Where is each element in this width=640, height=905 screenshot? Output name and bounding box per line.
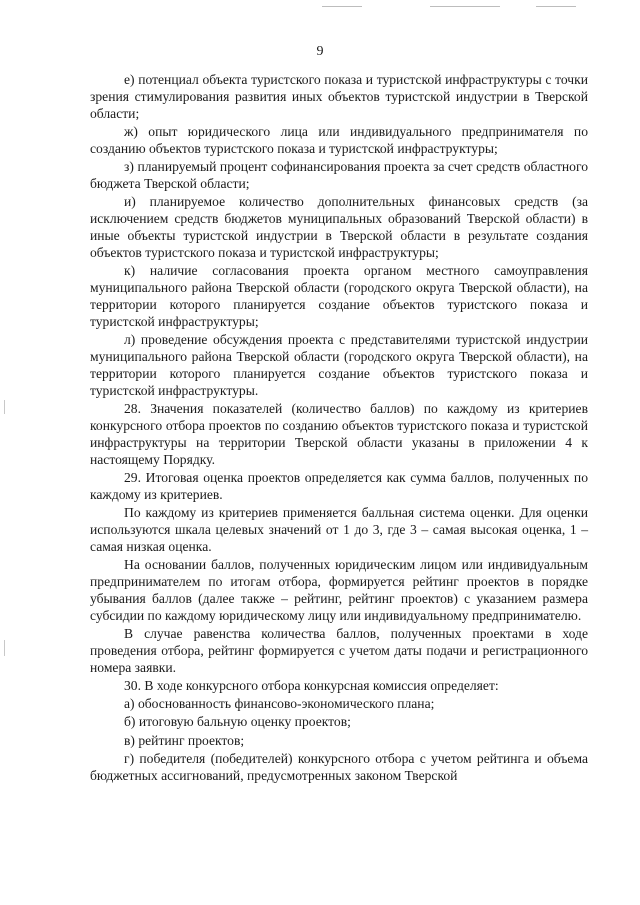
paragraph-item-e: е) потенциал объекта туристского показа и туристской инфраструктуры с точки зрения стимулирования развития иных объектов туристской индустрии в Тверской области; xyxy=(90,72,588,121)
paragraph-item-zh: ж) опыт юридического лица или индивидуального предпринимателя по созданию объектов туристского показа и туристской инфраструктуры; xyxy=(90,124,588,156)
paragraph-clause-29: 29. Итоговая оценка проектов определяется как сумма баллов, полученных по каждому из критериев. xyxy=(90,469,588,502)
scan-artifact xyxy=(322,6,362,7)
paragraph-item-a: а) обоснованность финансово-экономического плана; xyxy=(124,696,435,712)
paragraph-item-b: б) итоговую бальную оценку проектов; xyxy=(124,714,351,730)
paragraph-item-l: л) проведение обсуждения проекта с представителями туристской индустрии муниципального района Тверской области (городского округа Тверской области), на территории которого планируется создание объектов туристского показа и туристской инфраструктуры. xyxy=(90,332,588,398)
scan-artifact xyxy=(536,6,576,7)
paragraph-equal-scores: В случае равенства количества баллов, полученных проектами в ходе проведения отбора, рейтинг формируется с учетом даты подачи и регистрационного номера заявки. xyxy=(90,625,588,675)
scan-artifact xyxy=(430,6,500,7)
paragraph-item-i: и) планируемое количество дополнительных финансовых средств (за исключением средств бюджетов муниципальных образований Тверской области) в иные объекты туристской индустрии в Тверской области в результате создания объектов туристского показа и туристской инфраструктуры; xyxy=(90,194,588,260)
page-number: 9 xyxy=(316,44,324,59)
paragraph-item-v: в) рейтинг проектов; xyxy=(124,732,245,748)
paragraph-item-k: к) наличие согласования проекта органом местного самоуправления муниципального района Тверской области (городского округа Тверской области), на территории которого планируется создание объектов туристского показа и туристской инфраструктуры; xyxy=(90,263,588,329)
paragraph-rating-formation: На основании баллов, полученных юридическим лицом или индивидуальным предпринимателем по итогам отбора, формируется рейтинг проектов в порядке убывания баллов (далее также – рейтинг, рейтинг проектов) с указанием размера субсидии по каждому юридическому лицу или индивидуальному предпринимателю. xyxy=(90,557,588,623)
paragraph-item-z: з) планируемый процент софинансирования проекта за счет средств областного бюджета Тверской области; xyxy=(90,159,588,192)
paragraph-scoring-system: По каждому из критериев применяется балльная система оценки. Для оценки используются шкала целевых значений от 1 до 3, где 3 – самая высокая оценка, 1 – самая низкая оценка. xyxy=(90,505,588,554)
scan-artifact xyxy=(4,640,5,656)
paragraph-item-g: г) победителя (победителей) конкурсного отбора с учетом рейтинга и объема бюджетных ассигнований, предусмотренных законом Тверской xyxy=(90,750,588,783)
paragraph-clause-30: 30. В ходе конкурсного отбора конкурсная комиссия определяет: xyxy=(124,677,499,693)
paragraph-clause-28: 28. Значения показателей (количество баллов) по каждому из критериев конкурсного отбора проектов по созданию объектов туристского показа и туристской инфраструктуры на территории Тверской области указаны в приложении 4 к настоящему Порядку. xyxy=(90,401,588,467)
document-body xyxy=(90,72,588,786)
scan-artifact xyxy=(4,400,5,414)
